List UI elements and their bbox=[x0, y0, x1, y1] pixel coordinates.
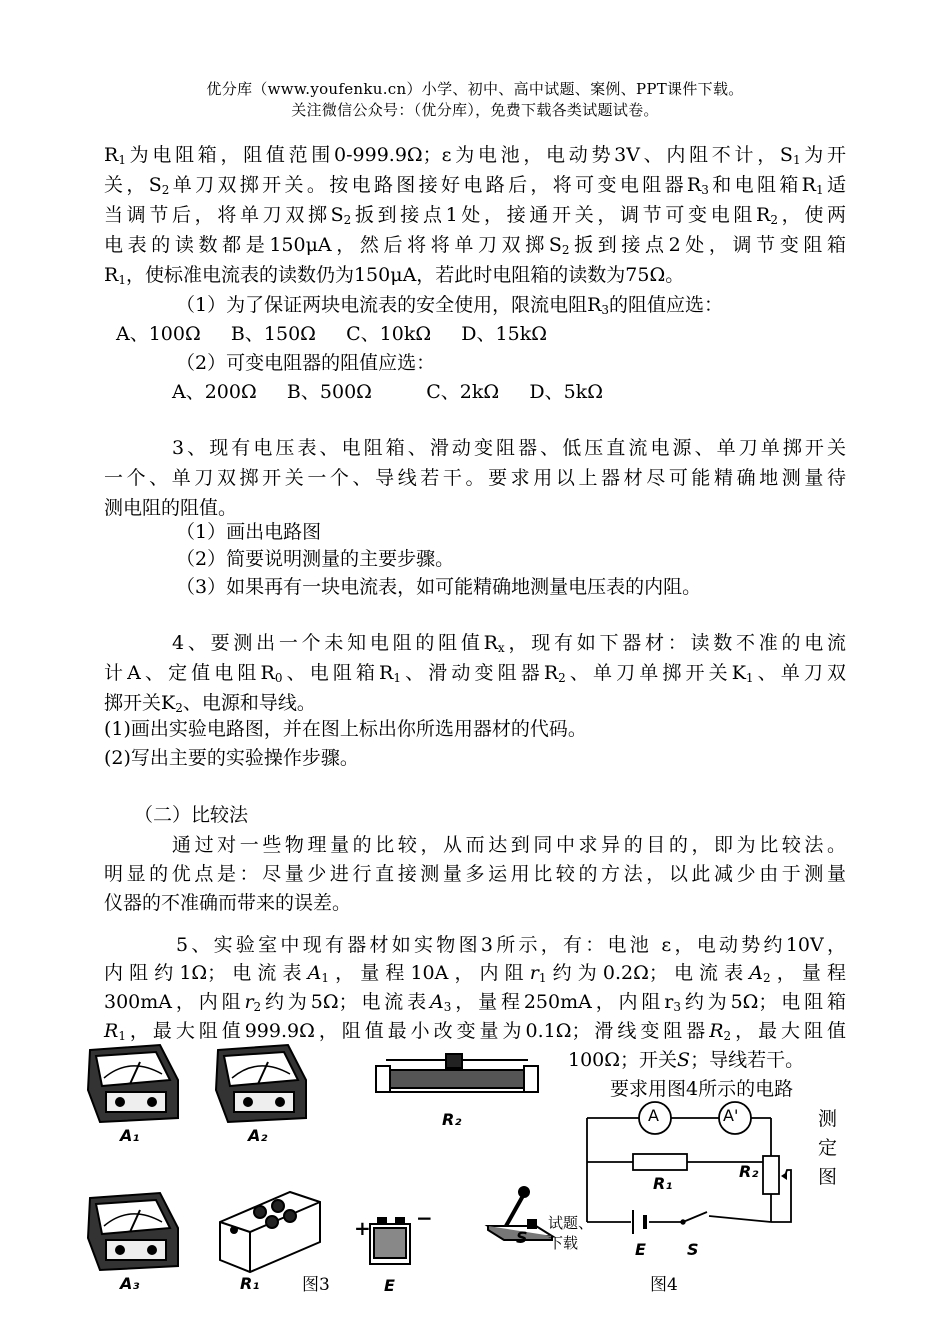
p5-line1: 5、实验室中现有器材如实物图3所示，有：电池 ε，电动势约10V， bbox=[176, 934, 846, 956]
site-header-line2: 关注微信公众号：（优分库），免费下载各类试题试卷。 bbox=[291, 101, 659, 119]
p2-line4: 电表的读数都是150μA，然后将将单刀双掷$S_2$扳到接点2处，调节变阻箱 bbox=[104, 234, 846, 257]
meter-a-prime-label: A' bbox=[723, 1106, 739, 1125]
p2-line2: 关，$S_2$单刀双掷开关。按电路图接好电路后，将可变电阻器$R_3$和电阻箱$R_1$适 bbox=[104, 174, 846, 197]
section-para-line1: 通过对一些物理量的比较，从而达到同中求异的目的，即为比较法。 bbox=[172, 834, 846, 856]
figure-3 bbox=[80, 1040, 570, 1300]
switch-symbol-icon bbox=[681, 1212, 707, 1224]
p5-line5: 100Ω；开关S；导线若干。 bbox=[568, 1049, 805, 1071]
p5-line4: $R_1$，最大阻值999.9Ω，阻值最小改变量为0.1Ω；滑线变阻器$R_2$，最大阻值 bbox=[104, 1020, 846, 1043]
resistor-r1-icon bbox=[633, 1154, 687, 1170]
p4-line1: 4、要测出一个未知电阻的阻值$R_x$，现有如下器材：读数不准的电流 bbox=[172, 632, 846, 655]
p4-line2: 计A、定值电阻$R_0$、电阻箱$R_1$、滑动变阻器$R_2$、单刀单掷开关$K_1$、单刀双 bbox=[104, 662, 847, 685]
figure-4-caption: 图4 bbox=[650, 1275, 678, 1295]
battery-plus-sign: + bbox=[354, 1216, 371, 1240]
slider-arrow-icon bbox=[781, 1172, 787, 1180]
p2-question1-options: A、100Ω B、150Ω C、10kΩ D、15kΩ bbox=[116, 323, 547, 345]
p4-step2: (2)写出主要的实验操作步骤。 bbox=[104, 747, 359, 769]
battery-minus-sign: − bbox=[416, 1206, 433, 1230]
figure-3-drawing bbox=[80, 1040, 570, 1300]
figure-3-caption: 图3 bbox=[302, 1275, 330, 1295]
p3-line2: 一个、单刀双掷开关一个、导线若干。要求用以上器材尽可能精确地测量待 bbox=[104, 467, 846, 489]
p2-line3: 当调节后，将单刀双掷$S_2$扳到接点1处，接通开关，调节可变电阻$R_2$，使两 bbox=[104, 204, 846, 227]
p3-step1: （1）画出电路图 bbox=[176, 521, 322, 543]
p5-line2: 内阻约1Ω；电流表$A_1$，量程10A，内阻$r_1$约为0.2Ω；电流表$A_2$，量程 bbox=[104, 962, 846, 985]
battery-symbol-icon bbox=[633, 1210, 645, 1234]
p5-vertical-1: 测 bbox=[818, 1108, 838, 1130]
label-e: E bbox=[384, 1276, 395, 1295]
p3-line3: 测电阻的阻值。 bbox=[104, 497, 238, 519]
p2-line5: $R_1$，使标准电流表的读数仍为150μA，若此时电阻箱的读数为75Ω。 bbox=[104, 264, 685, 287]
rheostat-r2-symbol-icon bbox=[763, 1156, 779, 1194]
rheostat-r2-icon bbox=[376, 1054, 538, 1092]
battery-e-icon bbox=[370, 1218, 410, 1264]
p2-line1: $R_1$为电阻箱，阻值范围0-999.9Ω；ε为电池，电动势3V、内阻不计，$S_1$为开 bbox=[104, 144, 846, 167]
section-title: （二）比较法 bbox=[134, 804, 249, 826]
label-a1: A₁ bbox=[120, 1126, 140, 1145]
p4-step1: (1)画出实验电路图，并在图上标出你所选用器材的代码。 bbox=[104, 718, 587, 740]
p5-vertical-2: 定 bbox=[818, 1137, 838, 1159]
r2-label: R₂ bbox=[739, 1162, 759, 1181]
p5-line6: 要求用图4所示的电路 bbox=[610, 1078, 794, 1100]
overlap-text-2: 下载 bbox=[548, 1234, 579, 1252]
label-r1: R₁ bbox=[240, 1274, 260, 1293]
label-a3: A₃ bbox=[120, 1274, 140, 1293]
label-a2: A₂ bbox=[248, 1126, 268, 1145]
overlap-text-1: 试题、 bbox=[548, 1214, 594, 1232]
label-s: S bbox=[516, 1228, 528, 1247]
p3-line1: 3、现有电压表、电阻箱、滑动变阻器、低压直流电源、单刀单掷开关 bbox=[172, 437, 846, 459]
site-header-line1: 优分库（www.youfenku.cn）小学、初中、高中试题、案例、PPT课件下载。 bbox=[206, 80, 744, 98]
meter-a-label: A bbox=[648, 1106, 659, 1125]
ammeter-a3-icon bbox=[88, 1193, 178, 1270]
label-r2: R₂ bbox=[442, 1110, 462, 1129]
p5-line3: 300mA，内阻$r_2$约为5Ω；电流表$A_3$，量程250mA，内阻$r_3$约为5Ω；电阻箱 bbox=[104, 991, 846, 1014]
section-para-line3: 仪器的不准确而带来的误差。 bbox=[104, 892, 352, 914]
s-label: S bbox=[687, 1240, 699, 1259]
p3-step2: （2）简要说明测量的主要步骤。 bbox=[176, 548, 455, 570]
figure-4 bbox=[575, 1100, 815, 1270]
r1-label: R₁ bbox=[653, 1174, 673, 1193]
p3-step3: （3）如果再有一块电流表，如可能精确地测量电压表的内阻。 bbox=[176, 576, 702, 598]
p2-question1: （1）为了保证两块电流表的安全使用，限流电阻$R_3$的阻值应选： bbox=[176, 294, 724, 317]
p2-question2: （2）可变电阻器的阻值应选： bbox=[176, 352, 436, 374]
e-label: E bbox=[635, 1240, 646, 1259]
p2-question2-options: A、200Ω B、500Ω C、2kΩ D、5kΩ bbox=[172, 381, 603, 403]
ammeter-a1-icon bbox=[88, 1045, 178, 1122]
section-para-line2: 明显的优点是：尽量少进行直接测量多运用比较的方法，以此减少由于测量 bbox=[104, 863, 846, 885]
ammeter-a2-icon bbox=[216, 1045, 306, 1122]
p5-vertical-3: 图 bbox=[818, 1166, 838, 1188]
p4-line3: 掷开关$K_2$、电源和导线。 bbox=[104, 692, 316, 715]
resistance-box-r1-icon bbox=[220, 1192, 320, 1272]
